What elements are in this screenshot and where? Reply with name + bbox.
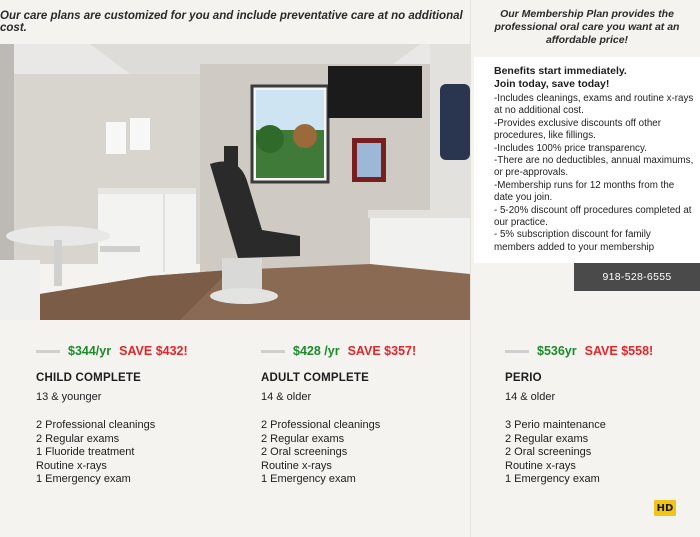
plan-price: $428 /yr	[293, 344, 340, 358]
plan-price-row	[36, 343, 246, 359]
benefits-title	[494, 65, 694, 91]
plan-item: 2 Regular exams	[36, 432, 120, 445]
plan-item: 2 Oral screenings	[261, 446, 348, 459]
plan-item: 1 Fluoride treatment	[36, 446, 135, 459]
benefit-item: - 5-20% discount off procedures completed at our practice.	[494, 204, 692, 229]
plan-item: 2 Professional cleanings	[261, 419, 381, 431]
plan-item: 3 Perio maintenance	[505, 419, 606, 431]
plan-name: PERIO	[505, 372, 542, 384]
benefits-title-line-2: Join today, save today!	[494, 78, 610, 90]
benefits-title-line-1: Benefits start immediately.	[494, 65, 627, 77]
plan-item: Routine x-rays	[505, 459, 576, 472]
plan-adult-complete	[261, 343, 471, 498]
plan-price-row	[261, 343, 471, 359]
hd-logo: HD	[654, 500, 676, 516]
plan-item: 2 Professional cleanings	[36, 419, 156, 431]
benefits-panel	[474, 57, 700, 263]
benefits-list	[494, 93, 694, 254]
plan-item: 2 Regular exams	[505, 432, 589, 445]
plan-savings: SAVE $432!	[119, 344, 188, 358]
plan-price: $344/yr	[68, 344, 112, 358]
plan-item: 2 Regular exams	[261, 432, 345, 445]
plan-item: 1 Emergency exam	[36, 473, 131, 486]
benefit-item: -Membership runs for 12 months from the date you join.	[494, 179, 675, 204]
plan-price: $536yr	[537, 344, 577, 358]
phone-number[interactable]: 918-528-6555	[574, 263, 700, 291]
plan-price-row	[505, 343, 700, 359]
benefit-item: -Includes cleanings, exams and routine x-rays at no additional cost.	[494, 93, 694, 117]
plan-item: Routine x-rays	[261, 459, 332, 472]
benefit-item: - 5% subscription discount for family members added to your membership	[494, 229, 655, 253]
plan-item: 1 Emergency exam	[505, 473, 600, 486]
plan-age: 14 & older	[261, 391, 312, 403]
plan-item: 2 Oral screenings	[505, 446, 592, 459]
plan-items	[36, 419, 246, 487]
plan-perio	[505, 343, 700, 498]
plan-items	[505, 419, 700, 487]
dental-office-photo	[0, 44, 470, 320]
plan-age: 13 & younger	[36, 391, 102, 403]
plan-name: ADULT COMPLETE	[261, 372, 369, 384]
plan-item: 1 Emergency exam	[261, 473, 356, 486]
plan-item: Routine x-rays	[36, 459, 107, 472]
benefit-item: -Provides exclusive discounts off other procedures, like fillings.	[494, 117, 661, 142]
dash-decoration	[505, 350, 529, 353]
plan-name: CHILD COMPLETE	[36, 372, 142, 384]
tagline: Our care plans are customized for you and include preventative care at no additional cost.	[0, 10, 463, 34]
benefit-item: -Includes 100% price transparency.	[494, 142, 647, 154]
membership-intro: Our Membership Plan provides the professional oral care you want at an affordable price!	[494, 8, 680, 46]
dash-decoration	[36, 350, 60, 353]
plan-savings: SAVE $357!	[347, 344, 417, 358]
plan-age: 14 & older	[505, 391, 556, 403]
plan-child-complete	[36, 343, 246, 498]
benefit-item: -There are no deductibles, annual maximums, or pre-approvals.	[494, 155, 694, 179]
dash-decoration	[261, 350, 285, 353]
plan-items	[261, 419, 471, 487]
plan-savings: SAVE $558!	[584, 344, 654, 358]
